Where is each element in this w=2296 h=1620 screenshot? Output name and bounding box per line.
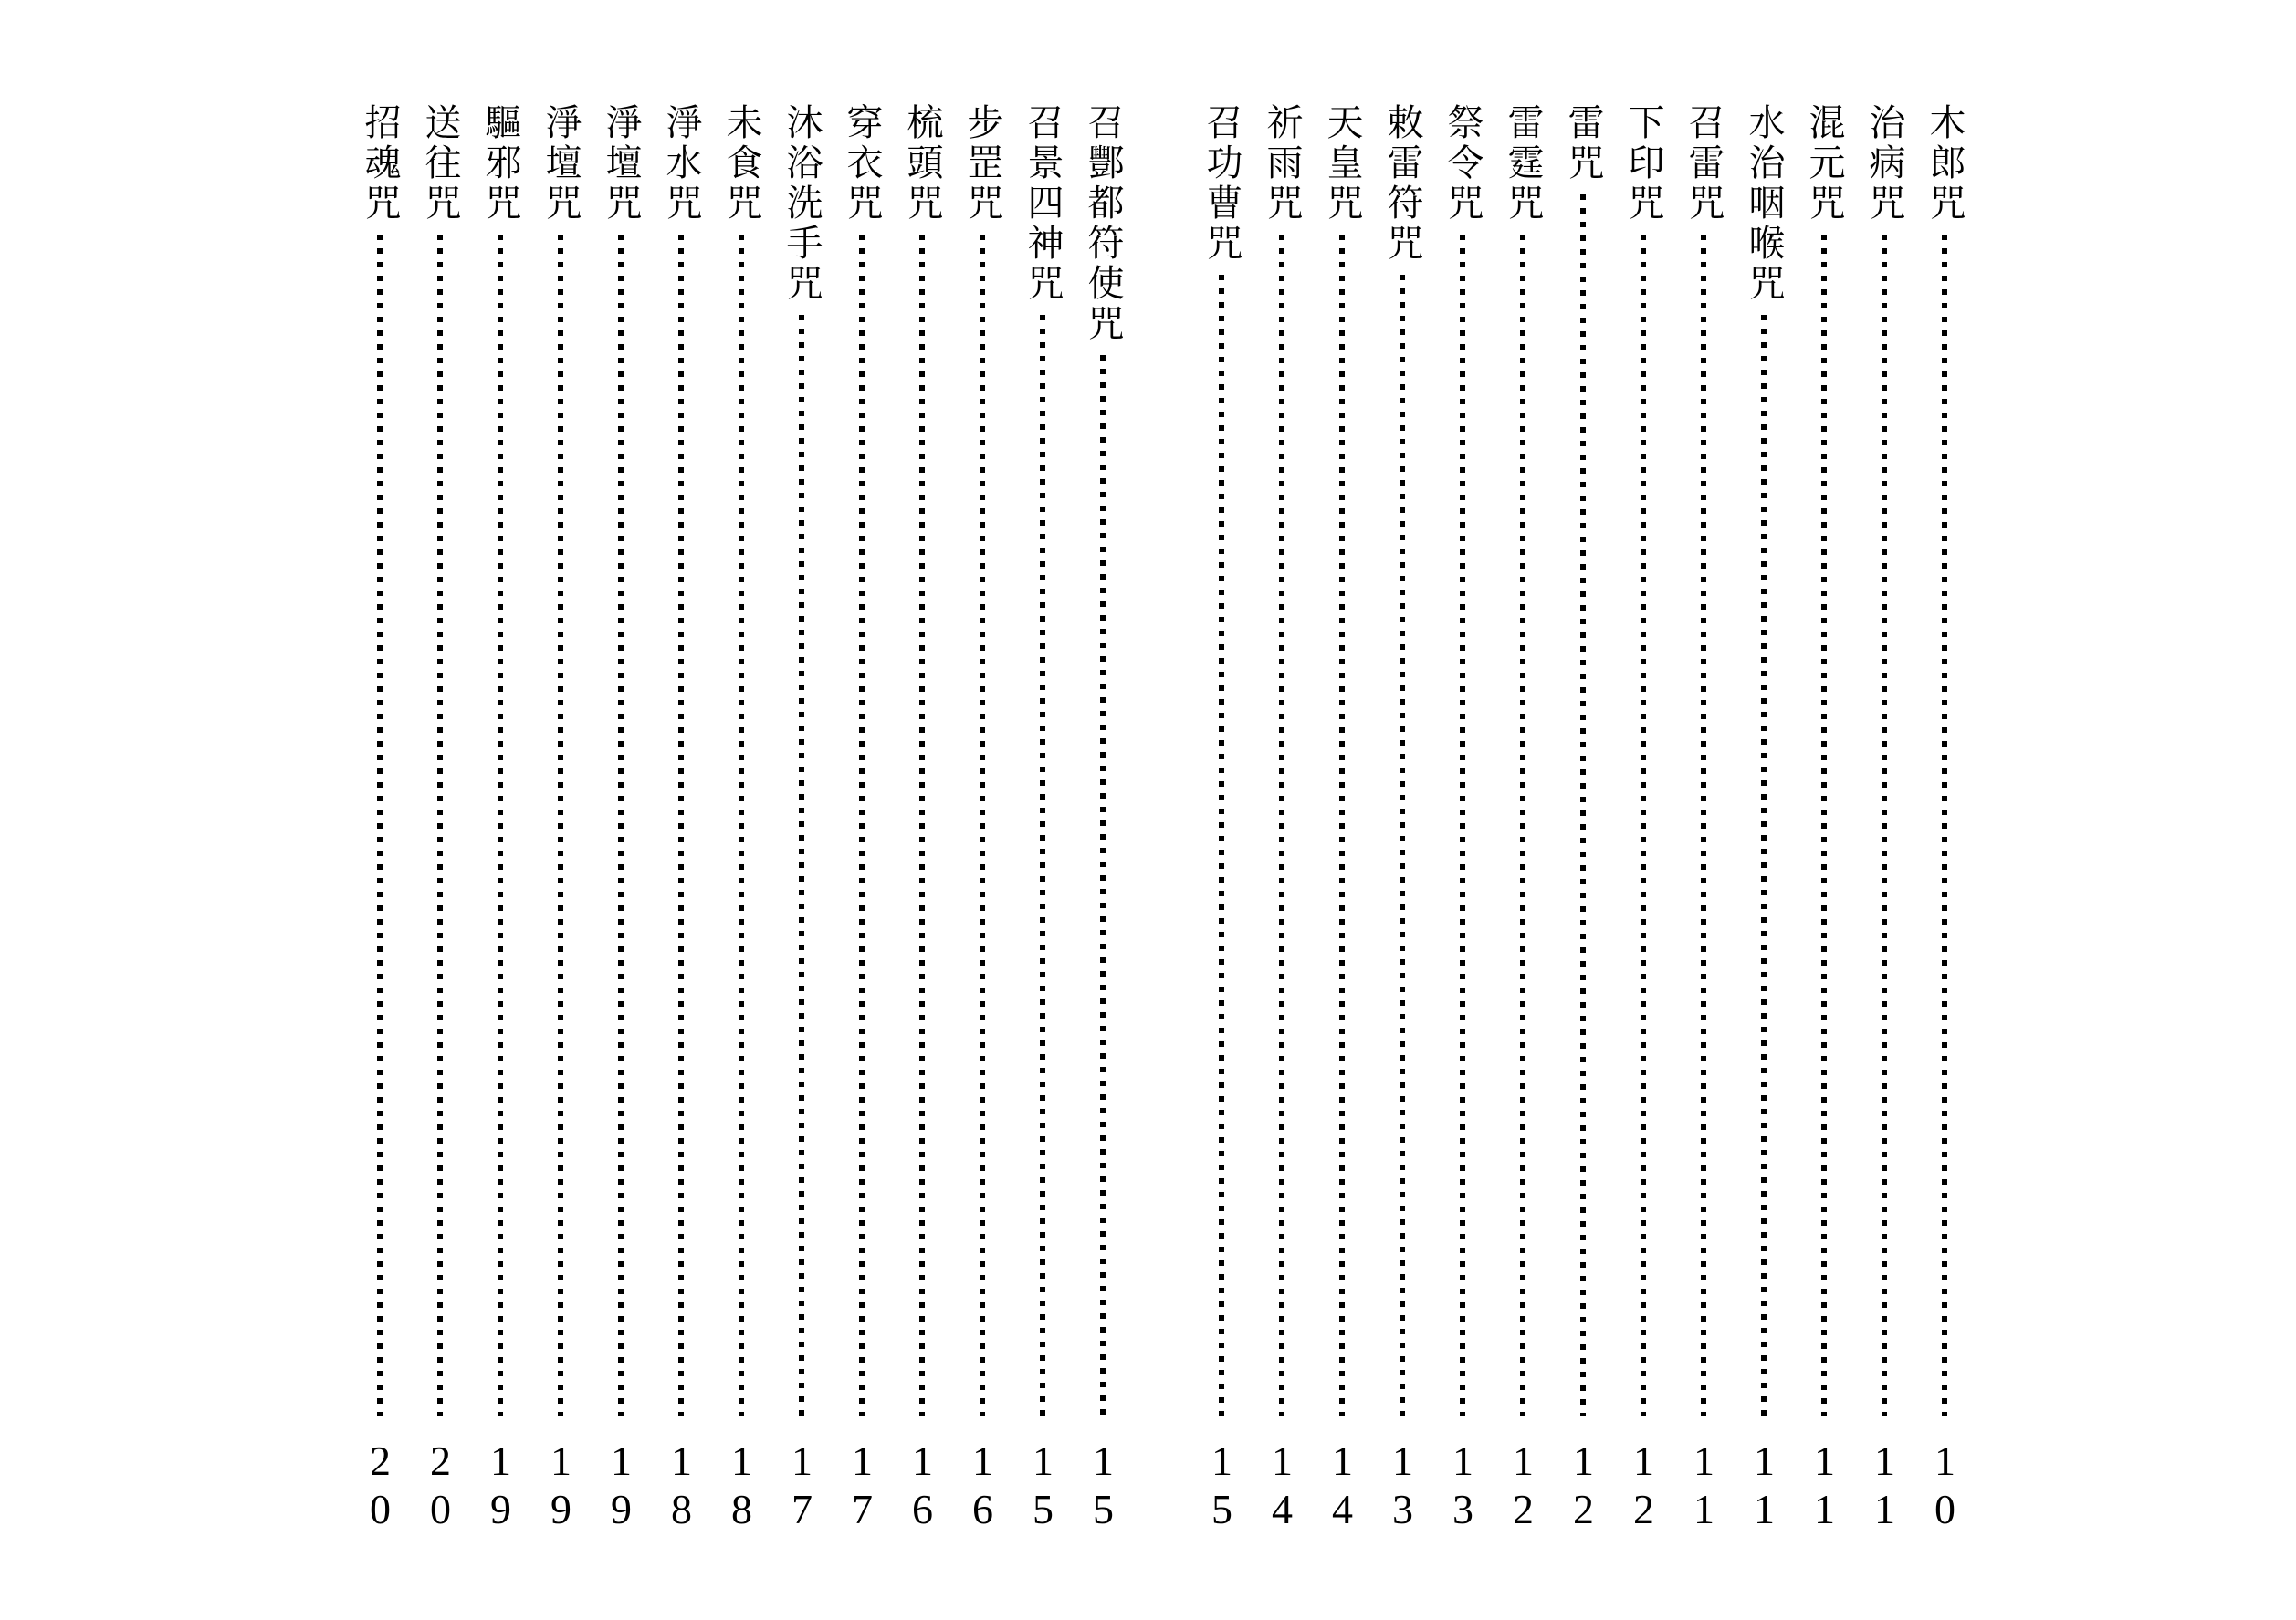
dotted-leader bbox=[1942, 235, 1947, 1416]
table-of-contents bbox=[350, 103, 1975, 1534]
toc-entry bbox=[832, 103, 892, 1534]
entry-title: 梳頭咒 bbox=[902, 103, 943, 224]
dotted-leader bbox=[1580, 194, 1586, 1416]
toc-entry bbox=[1794, 103, 1854, 1534]
toc-entry bbox=[1553, 103, 1613, 1534]
entry-page-number: 12 bbox=[1500, 1437, 1546, 1534]
entry-title: 召景四神咒 bbox=[1022, 103, 1064, 304]
dotted-leader bbox=[1882, 235, 1887, 1416]
entry-title: 驅邪咒 bbox=[480, 103, 521, 224]
toc-entry bbox=[952, 103, 1012, 1534]
entry-page-number: 12 bbox=[1620, 1437, 1667, 1534]
dotted-leader bbox=[919, 235, 925, 1416]
dotted-leader bbox=[1400, 275, 1405, 1416]
entry-page-number: 16 bbox=[959, 1437, 1006, 1534]
toc-group-right bbox=[1191, 103, 1975, 1534]
dotted-leader bbox=[678, 235, 684, 1416]
entry-page-number: 20 bbox=[357, 1437, 404, 1534]
entry-title: 未食咒 bbox=[721, 103, 762, 224]
dotted-leader bbox=[1100, 355, 1106, 1416]
entry-page-number: 13 bbox=[1440, 1437, 1486, 1534]
dotted-leader bbox=[799, 315, 804, 1416]
dotted-leader bbox=[437, 235, 443, 1416]
toc-entry bbox=[1252, 103, 1312, 1534]
entry-title: 穿衣咒 bbox=[842, 103, 883, 224]
dotted-leader bbox=[859, 235, 865, 1416]
entry-page-number: 20 bbox=[417, 1437, 464, 1534]
entry-page-number: 13 bbox=[1379, 1437, 1426, 1534]
toc-entry bbox=[1073, 103, 1133, 1534]
dotted-leader bbox=[1460, 235, 1465, 1416]
entry-title: 祈雨咒 bbox=[1262, 103, 1303, 224]
dotted-leader bbox=[618, 235, 624, 1416]
entry-title: 雷霆咒 bbox=[1503, 103, 1544, 224]
toc-entry bbox=[1312, 103, 1372, 1534]
toc-entry bbox=[651, 103, 711, 1534]
dotted-leader bbox=[739, 235, 744, 1416]
entry-title: 招魂咒 bbox=[360, 103, 401, 224]
entry-page-number: 14 bbox=[1319, 1437, 1366, 1534]
toc-entry bbox=[1191, 103, 1252, 1534]
toc-entry bbox=[1432, 103, 1493, 1534]
dotted-leader bbox=[1339, 235, 1345, 1416]
entry-page-number: 18 bbox=[718, 1437, 765, 1534]
entry-page-number: 15 bbox=[1020, 1437, 1066, 1534]
toc-entry bbox=[1673, 103, 1734, 1534]
entry-title: 召功曹咒 bbox=[1201, 103, 1242, 264]
entry-page-number: 14 bbox=[1259, 1437, 1305, 1534]
entry-title: 召酆都符使咒 bbox=[1083, 103, 1124, 344]
entry-page-number: 11 bbox=[1801, 1437, 1848, 1534]
entry-page-number: 17 bbox=[779, 1437, 825, 1534]
entry-title: 混元咒 bbox=[1804, 103, 1845, 224]
entry-title: 淨壇咒 bbox=[601, 103, 642, 224]
entry-page-number: 18 bbox=[658, 1437, 705, 1534]
entry-title: 下印咒 bbox=[1623, 103, 1664, 224]
entry-title: 水治咽喉咒 bbox=[1744, 103, 1785, 304]
toc-entry bbox=[892, 103, 952, 1534]
entry-page-number: 11 bbox=[1681, 1437, 1727, 1534]
toc-entry bbox=[1493, 103, 1553, 1534]
entry-page-number: 19 bbox=[598, 1437, 645, 1534]
dotted-leader bbox=[377, 235, 383, 1416]
dotted-leader bbox=[1701, 235, 1706, 1416]
entry-page-number: 15 bbox=[1199, 1437, 1245, 1534]
entry-page-number: 16 bbox=[899, 1437, 946, 1534]
dotted-leader bbox=[1040, 315, 1045, 1416]
entry-title: 召雷咒 bbox=[1683, 103, 1725, 224]
dotted-leader bbox=[1821, 235, 1827, 1416]
entry-page-number: 11 bbox=[1861, 1437, 1908, 1534]
toc-entry bbox=[1914, 103, 1975, 1534]
entry-title: 淨水咒 bbox=[661, 103, 702, 224]
toc-group-left bbox=[350, 103, 1133, 1534]
dotted-leader bbox=[1520, 235, 1525, 1416]
entry-page-number: 10 bbox=[1922, 1437, 1968, 1534]
entry-title: 祭令咒 bbox=[1442, 103, 1483, 224]
dotted-leader bbox=[980, 235, 985, 1416]
dotted-leader bbox=[1279, 235, 1284, 1416]
entry-page-number: 19 bbox=[538, 1437, 584, 1534]
entry-page-number: 15 bbox=[1080, 1437, 1127, 1534]
dotted-leader bbox=[558, 235, 563, 1416]
entry-title: 雷咒 bbox=[1563, 103, 1604, 183]
dotted-leader bbox=[498, 235, 503, 1416]
toc-entry bbox=[1854, 103, 1914, 1534]
toc-entry bbox=[1012, 103, 1073, 1534]
toc-entry bbox=[470, 103, 530, 1534]
toc-entry bbox=[530, 103, 591, 1534]
entry-title: 淨壇咒 bbox=[540, 103, 582, 224]
entry-title: 送往咒 bbox=[420, 103, 461, 224]
entry-title: 沐浴洗手咒 bbox=[781, 103, 823, 304]
toc-entry bbox=[711, 103, 771, 1534]
entry-title: 步罡咒 bbox=[962, 103, 1003, 224]
toc-entry bbox=[350, 103, 410, 1534]
entry-title: 木郎咒 bbox=[1924, 103, 1966, 224]
entry-title: 天皇咒 bbox=[1322, 103, 1363, 224]
entry-title: 治病咒 bbox=[1864, 103, 1905, 224]
entry-page-number: 17 bbox=[839, 1437, 886, 1534]
toc-entry bbox=[1734, 103, 1794, 1534]
dotted-leader bbox=[1219, 275, 1224, 1416]
entry-page-number: 12 bbox=[1560, 1437, 1607, 1534]
toc-entry bbox=[410, 103, 470, 1534]
entry-title: 敕雷符咒 bbox=[1382, 103, 1423, 264]
toc-entry bbox=[1613, 103, 1673, 1534]
toc-entry bbox=[771, 103, 832, 1534]
toc-entry bbox=[1372, 103, 1432, 1534]
toc-entry bbox=[591, 103, 651, 1534]
entry-page-number: 11 bbox=[1741, 1437, 1788, 1534]
dotted-leader bbox=[1641, 235, 1646, 1416]
entry-page-number: 19 bbox=[477, 1437, 524, 1534]
dotted-leader bbox=[1761, 315, 1767, 1416]
